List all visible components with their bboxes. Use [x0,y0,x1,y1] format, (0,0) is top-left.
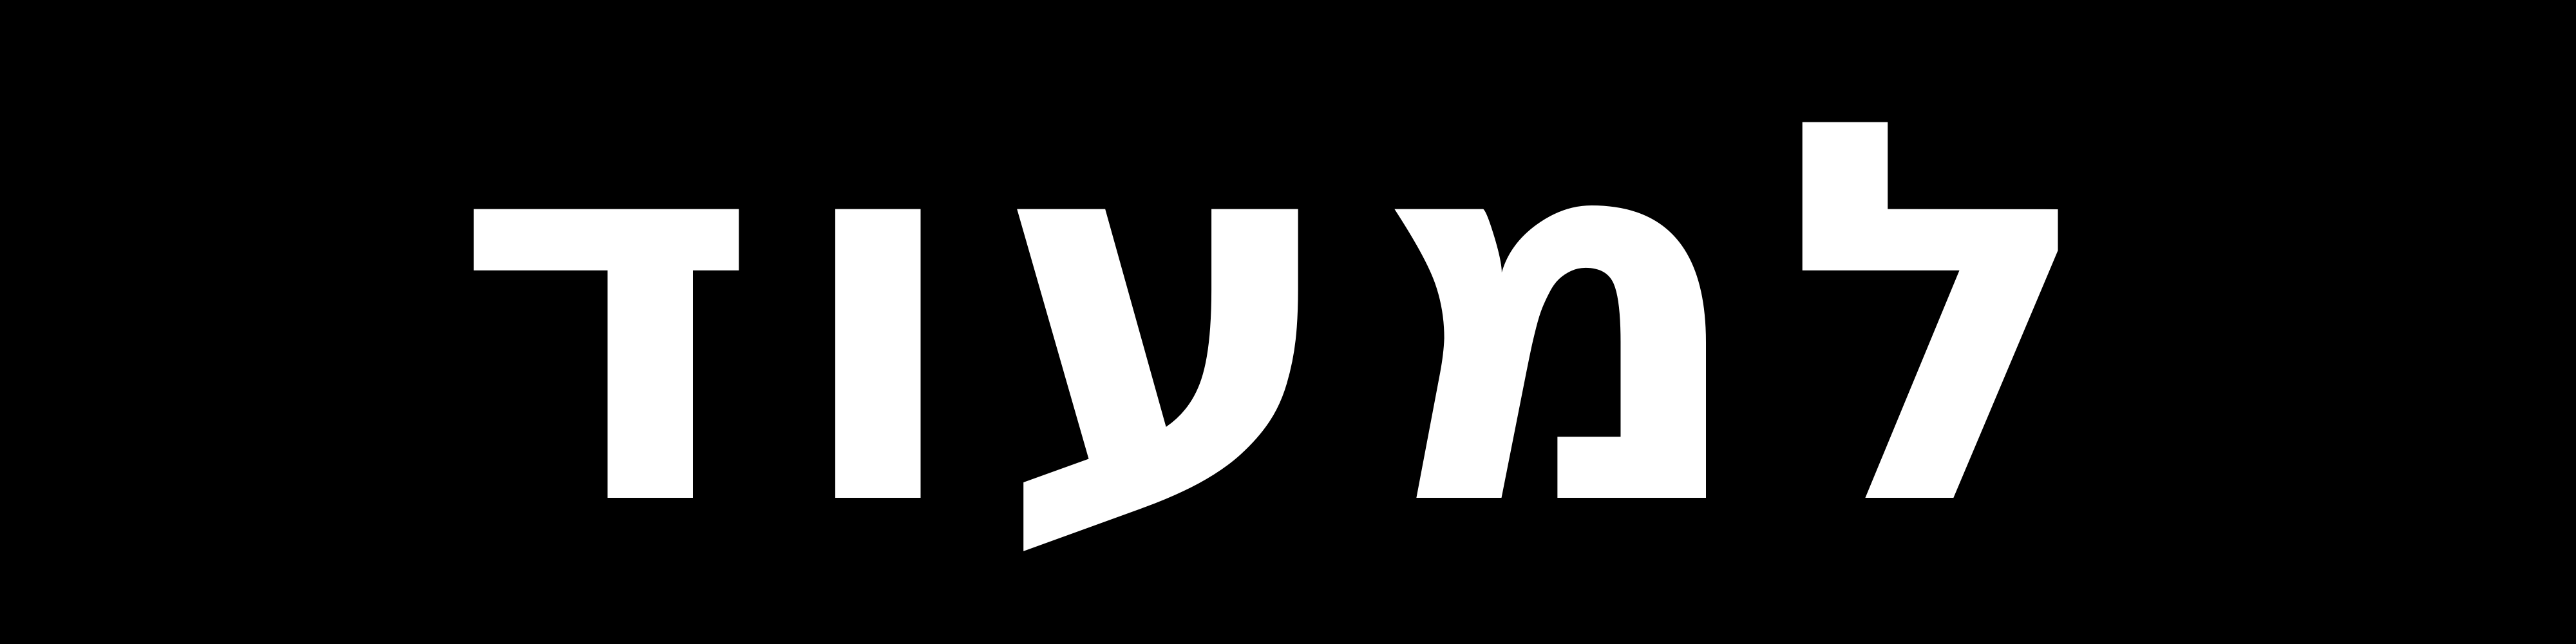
hebrew-word: למעוד [451,8,2125,623]
